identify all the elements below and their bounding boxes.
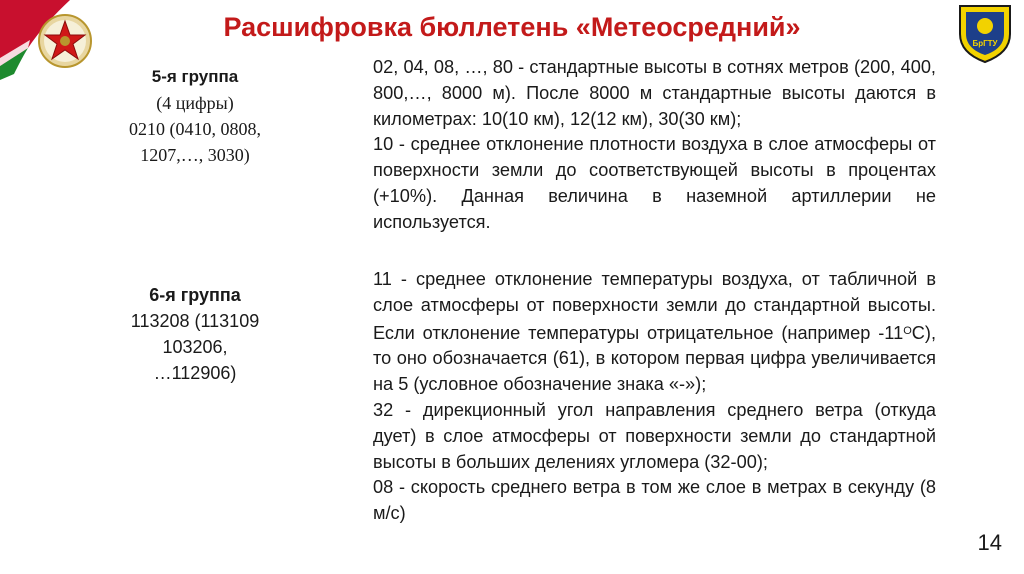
group5-desc-heights: 02, 04, 08, …, 80 - стандартные высоты в сотнях метров (200, 400, 800,…, 8000 м). После 8000 м стандартные высоты даются в километрах: 10(10 км), 12(12 км), 30(30 км); — [373, 57, 936, 129]
group6-label-cell — [30, 282, 360, 386]
group5-label-cell — [30, 64, 360, 168]
group5-line1: (4 цифры) — [156, 93, 234, 113]
group6-line3: …112906) — [153, 363, 237, 383]
group6-description — [373, 267, 936, 527]
group6-desc-temperature — [373, 267, 936, 398]
degree-symbol: О — [903, 324, 912, 337]
group6-line1: 113208 (113109 — [130, 311, 260, 331]
group6-desc-direction: 32 - дирекционный угол направления среднего ветра (откуда дует) в слое атмосферы от поверхности земли до стандартной высоты в больших делениях угломера (32-00); — [373, 399, 936, 472]
group5-line2: 0210 (0410, 0808, — [129, 119, 261, 139]
group6-title: 6-я группа — [149, 285, 241, 305]
university-emblem-icon — [956, 0, 1014, 64]
emblem-text: БрГТУ — [972, 39, 998, 48]
group5-title: 5-я группа — [151, 67, 239, 86]
group6-line2: 103206, — [162, 337, 228, 357]
group6-desc-temperature-a: 11 - среднее отклонение температуры воздуха, от табличной в слое атмосферы от поверхности земли до стандартной высоты. Если отклонение температуры отрицательное (например -11 — [373, 269, 936, 343]
group5-desc-density: 10 - среднее отклонение плотности воздуха в слое атмосферы от поверхности земли до соответствующей высоты в процентах (+10%). Данная величина в наземной артиллерии не используется. — [373, 134, 936, 232]
page-number: 14 — [977, 530, 1002, 555]
group6-desc-temperature-b: С), то оно обозначается (61), в котором первая цифра увеличивается на 5 (условное обозначение знака «-»); — [373, 322, 936, 395]
slide-title: Расшифровка бюллетень «Метеосредний» — [223, 12, 801, 42]
group5-description — [373, 55, 936, 236]
group5-line3: 1207,…, 3030) — [140, 145, 250, 165]
group6-desc-speed: 08 - скорость среднего ветра в том же слое в метрах в секунду (8 м/с) — [373, 477, 936, 524]
